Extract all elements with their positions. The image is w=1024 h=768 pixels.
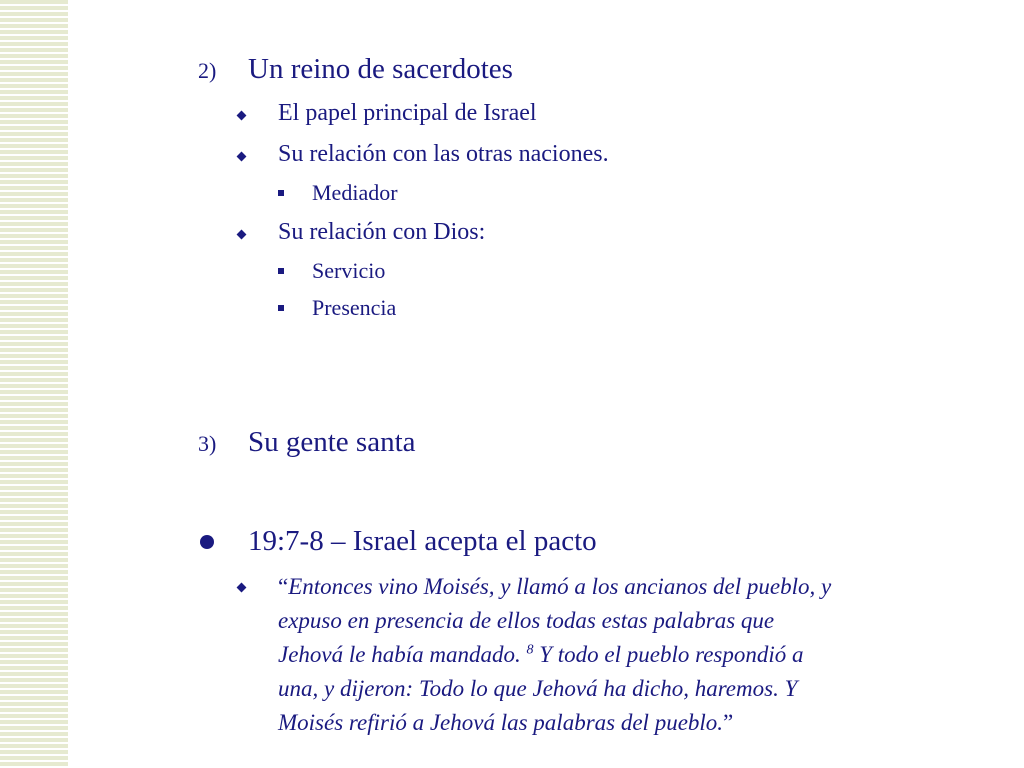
list-item: El papel principal de Israel bbox=[278, 100, 537, 126]
decorative-stripes bbox=[0, 0, 68, 768]
quote-line: Moisés refirió a Jehová las palabras del pueblo.” bbox=[278, 710, 734, 735]
round-bullet-icon bbox=[200, 535, 214, 549]
verse-number: 8 bbox=[526, 642, 534, 658]
section-3-heading: Su gente santa bbox=[248, 426, 416, 458]
diamond-bullet-icon bbox=[237, 152, 247, 162]
quote-line: una, y dijeron: Todo lo que Jehová ha dicho, haremos. Y bbox=[278, 676, 798, 701]
scripture-quote bbox=[278, 570, 978, 740]
quote-line: “Entonces vino Moisés, y llamó a los ancianos del pueblo, y bbox=[278, 574, 832, 599]
diamond-bullet-icon bbox=[237, 230, 247, 240]
quote-line: Jehová le había mandado. $^8$ Y todo el pueblo respondió a bbox=[278, 642, 804, 667]
diamond-bullet-icon bbox=[237, 111, 247, 121]
section-2-heading: Un reino de sacerdotes bbox=[248, 53, 513, 85]
section-2-number: 2) bbox=[198, 58, 217, 83]
quote-line: expuso en presencia de ellos todas estas palabras que bbox=[278, 608, 775, 633]
section-3-number: 3) bbox=[198, 431, 217, 456]
square-bullet-icon bbox=[278, 305, 284, 311]
list-item: Presencia bbox=[312, 295, 397, 320]
pact-heading: 19:7-8 – Israel acepta el pacto bbox=[248, 525, 597, 557]
list-item: Su relación con las otras naciones. bbox=[278, 141, 609, 167]
list-item: Mediador bbox=[312, 180, 398, 205]
list-item: Su relación con Dios: bbox=[278, 219, 486, 245]
quote-close-mark: ” bbox=[723, 710, 734, 735]
diamond-bullet-icon bbox=[237, 583, 247, 593]
square-bullet-icon bbox=[278, 268, 284, 274]
quote-open-mark: “ bbox=[278, 574, 289, 599]
list-item: Servicio bbox=[312, 258, 386, 283]
square-bullet-icon bbox=[278, 190, 284, 196]
